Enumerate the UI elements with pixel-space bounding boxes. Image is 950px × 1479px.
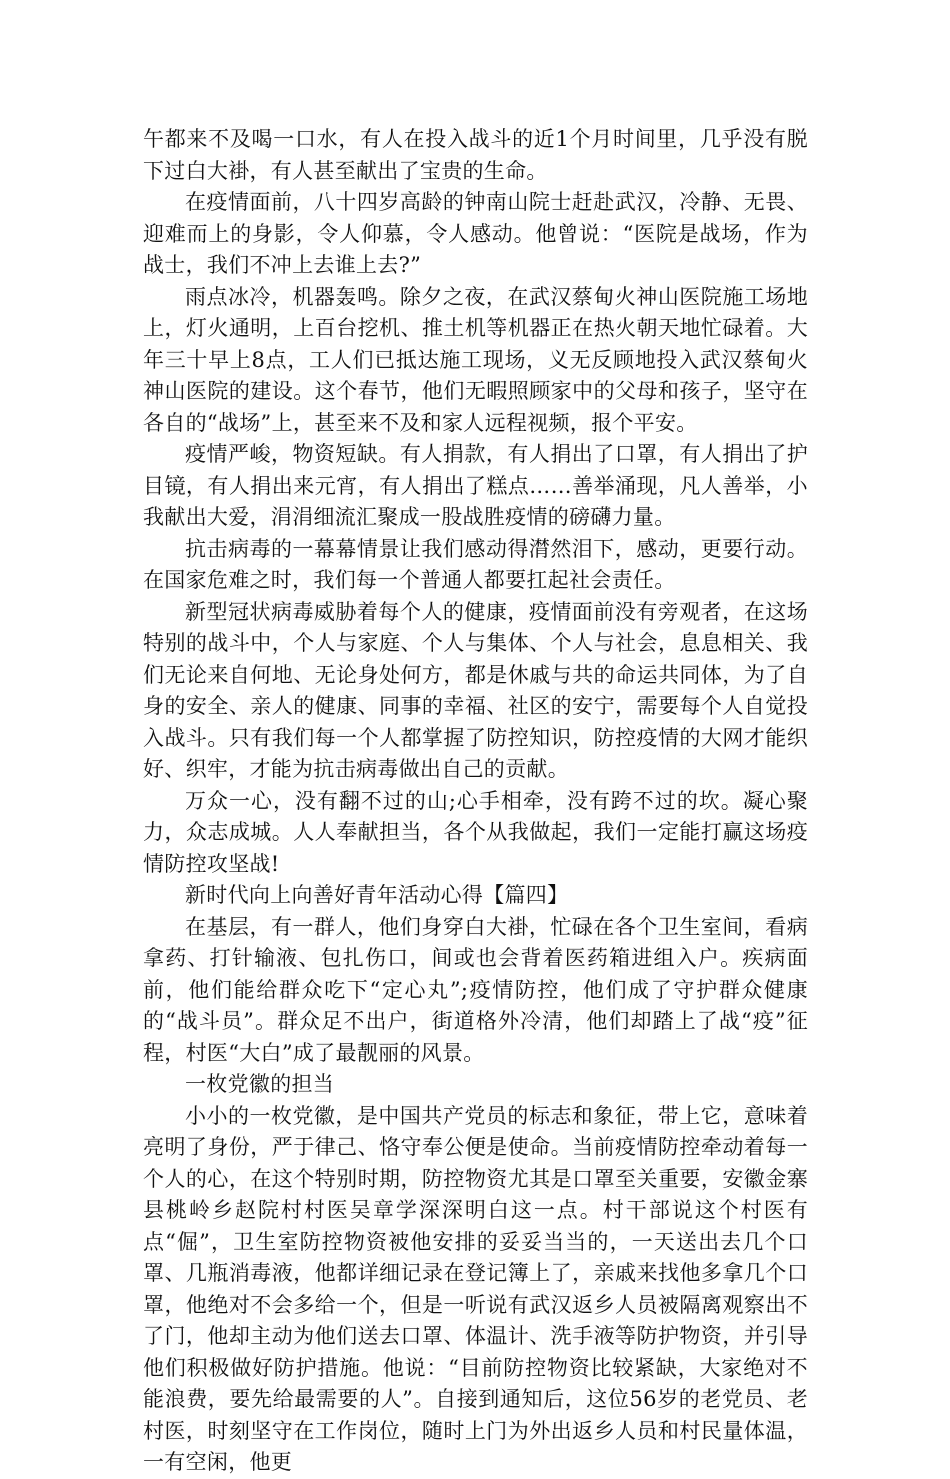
paragraph-zhong-nanshan: 在疫情面前，八十四岁高龄的钟南山院士赶赴武汉，冷静、无畏、迎难而上的身影，令人仰慕，令人感动。他曾说：“医院是战场，作为战士，我们不冲上去谁上去?” [143, 190, 808, 277]
paragraph-continued: 午都来不及喝一口水，有人在投入战斗的近1个月时间里，几乎没有脱下过白大褂，有人甚至献出了宝贵的生命。 [143, 127, 808, 183]
paragraph-village-doctors: 在基层，有一群人，他们身穿白大褂，忙碌在各个卫生室间，看病拿药、打针输液、包扎伤口，间或也会背着医药箱进组入户。疾病面前，他们能给群众吃下“定心丸”;疫情防控，他们成了守护群众健康的“战斗员”。群众足不出户，街道格外冷清，他们却踏上了战“疫”征程，村医“大白”成了最靓丽的风景。 [143, 914, 808, 1065]
paragraph-huoshenshan: 雨点冰冷，机器轰鸣。除夕之夜，在武汉蔡甸火神山医院施工场地上，灯火通明，上百台挖机、推土机等机器正在热火朝天地忙碌着。大年三十早上8点，工人们已抵达施工现场，义无反顾地投入武汉蔡甸火神山医院的建设。这个春节，他们无暇照顾家中的父母和孩子，坚守在各自的“战场”上，甚至来不及和家人远程视频，报个平安。 [143, 284, 808, 435]
paragraph-party-badge: 小小的一枚党徽，是中国共产党员的标志和象征，带上它，意味着亮明了身份，严于律己、恪守奉公便是使命。当前疫情防控牵动着每一个人的心，在这个特别时期，防控物资尤其是口罩至关重要，安徽金寨县桃岭乡赵院村村医吴章学深深明白这一点。村干部说这个村医有点“倔”，卫生室防控物资被他安排的妥妥当当的，一天送出去几个口罩、几瓶消毒液，他都详细记录在登记簿上了，亲戚来找他多拿几个口罩，他绝对不会多给一个，但是一听说有武汉返乡人员被隔离观察出不了门，他却主动为他们送去口罩、体温计、洗手液等防护物资，并引导他们积极做好防护措施。他说：“目前防控物资比较紧缺，大家绝对不能浪费，要先给最需要的人”。自接到通知后，这位56岁的老党员、老村医，时刻坚守在工作岗位，随时上门为外出返乡人员和村民量体温，一有空闲，他更 [143, 1103, 808, 1474]
section-heading: 新时代向上向善好青年活动心得【篇四】 [185, 883, 569, 907]
paragraph-responsibility: 抗击病毒的一幕幕情景让我们感动得潸然泪下，感动，更要行动。在国家危难之时，我们每一个普通人都要扛起社会责任。 [143, 536, 808, 592]
paragraph-united: 万众一心，没有翻不过的山;心手相牵，没有跨不过的坎。凝心聚力，众志成城。人人奉献担当，各个从我做起，我们一定能打赢这场疫情防控攻坚战! [143, 788, 808, 876]
paragraph-donations: 疫情严峻，物资短缺。有人捐款，有人捐出了口罩，有人捐出了护目镜，有人捐出来元宵，有人捐出了糕点……善举涌现，凡人善举，小我献出大爱，涓涓细流汇聚成一股战胜疫情的磅礴力量。 [143, 442, 808, 529]
subheading-party-badge: 一枚党徽的担当 [185, 1072, 335, 1096]
document-body [143, 124, 808, 1479]
paragraph-no-bystanders: 新型冠状病毒威胁着每个人的健康，疫情面前没有旁观者，在这场特别的战斗中，个人与家庭、个人与集体、个人与社会，息息相关、我们无论来自何地、无论身处何方，都是休戚与共的命运共同体，为了自身的安全、亲人的健康、同事的幸福、社区的安宁，需要每个人自觉投入战斗。只有我们每一个人都掌握了防控知识，防控疫情的大网才能织好、织牢，才能为抗击病毒做出自己的贡献。 [143, 599, 808, 781]
